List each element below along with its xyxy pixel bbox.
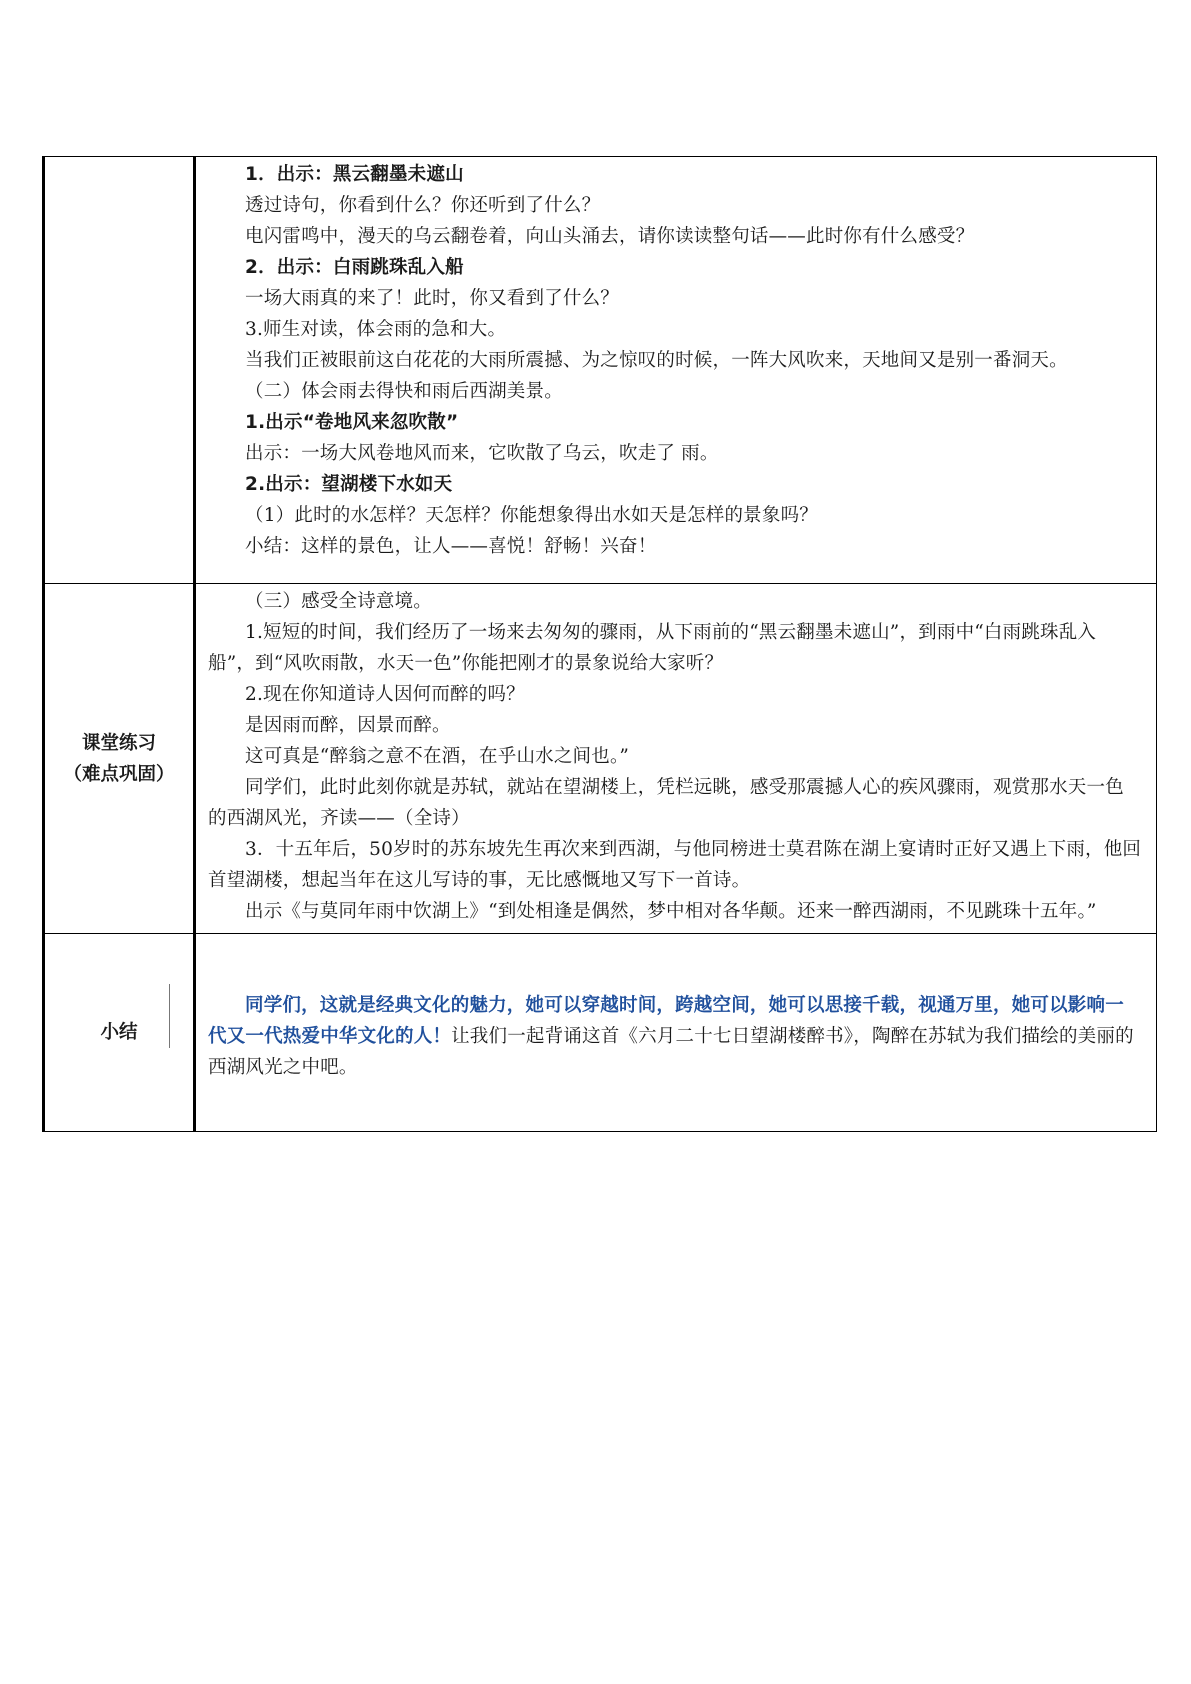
summary-paragraph bbox=[208, 990, 1142, 1083]
row2-line: 2.现在你知道诗人因何而醉的吗？ bbox=[245, 684, 525, 705]
row1-line: 1.出示“卷地风来忽吹散” bbox=[245, 412, 459, 433]
row1-line: 电闪雷鸣中，漫天的乌云翻卷着，向山头涌去，请你读读整句话——此时你有什么感受？ bbox=[245, 226, 975, 247]
row2-lines bbox=[208, 586, 1142, 927]
row2-label bbox=[45, 728, 193, 790]
table-row bbox=[44, 584, 1157, 934]
table-row bbox=[44, 157, 1157, 584]
row2-line: 这可真是“醉翁之意不在酒，在乎山水之间也。” bbox=[245, 746, 630, 767]
row3-label: 小结 bbox=[100, 1022, 138, 1043]
row1-label-cell bbox=[44, 157, 195, 584]
row1-content-cell bbox=[195, 157, 1157, 584]
row2-label-cell bbox=[44, 584, 195, 934]
row1-line: 一场大雨真的来了！此时，你又看到了什么？ bbox=[245, 288, 620, 309]
row3-label-cell bbox=[44, 934, 195, 1132]
row1-line: 2.出示：望湖楼下水如天 bbox=[245, 474, 453, 495]
row2-line: 3．十五年后，50岁时的苏东坡先生再次来到西湖，与他同榜进士莫君陈在湖上宴请时正好又遇上下雨，他回首望湖楼，想起当年在这儿写诗的事，无比感慨地又写下一首诗。 bbox=[208, 839, 1142, 891]
lesson-table bbox=[42, 156, 1157, 1132]
row1-line: 3.师生对读，体会雨的急和大。 bbox=[245, 319, 507, 340]
row1-line: （1）此时的水怎样？天怎样？你能想象得出水如天是怎样的景象吗？ bbox=[245, 505, 818, 526]
row1-line: 出示：一场大风卷地风而来，它吹散了乌云，吹走了 雨。 bbox=[245, 443, 719, 464]
row2-content-cell bbox=[195, 584, 1157, 934]
row2-line: 是因雨而醉，因景而醉。 bbox=[245, 715, 451, 736]
row2-label-line2: （难点巩固） bbox=[63, 763, 175, 785]
row2-line: 同学们，此时此刻你就是苏轼，就站在望湖楼上，凭栏远眺，感受那震撼人心的疾风骤雨，观赏那水天一色的西湖风光，齐读——（全诗） bbox=[208, 777, 1124, 829]
row1-lines bbox=[208, 159, 1142, 562]
row1-line: 1．出示：黑云翻墨未遮山 bbox=[245, 164, 464, 185]
row1-line: 当我们正被眼前这白花花的大雨所震撼、为之惊叹的时候，一阵大风吹来，天地间又是别一番洞天。 bbox=[245, 350, 1068, 371]
row1-line: 2．出示：白雨跳珠乱入船 bbox=[245, 257, 464, 278]
row2-line: 出示《与莫同年雨中饮湖上》“到处相逢是偶然，梦中相对各华颠。还来一醉西湖雨，不见跳珠十五年。” bbox=[245, 901, 1097, 922]
row2-line: 1.短短的时间，我们经历了一场来去匆匆的骤雨，从下雨前的“黑云翻墨未遮山”，到雨中“白雨跳珠乱入船”，到“风吹雨散，水天一色”你能把刚才的景象说给大家听？ bbox=[208, 622, 1097, 674]
row1-line: 透过诗句，你看到什么？你还听到了什么？ bbox=[245, 195, 601, 216]
summary-normal-text: 让我们一起背诵这首《六月二十七日望湖楼醉书》，陶醉在苏轼为我们描绘的美丽的西湖风光之中吧。 bbox=[208, 1026, 1134, 1078]
row1-line: 小结：这样的景色，让人——喜悦！舒畅！兴奋！ bbox=[245, 536, 657, 557]
table-row bbox=[44, 934, 1157, 1132]
row3-content-cell bbox=[195, 934, 1157, 1132]
row1-line: （二）体会雨去得快和雨后西湖美景。 bbox=[245, 381, 563, 402]
row2-label-line1: 课堂练习 bbox=[81, 732, 156, 754]
row2-line: （三）感受全诗意境。 bbox=[245, 591, 433, 612]
summary-blue-text: 同学们，这就是经典文化的魅力，她可以穿越时间，跨越空间，她可以思接千载，视通万里，她可以影响一代又一代热爱中华文化的人！ bbox=[208, 995, 1124, 1047]
label-divider-bar bbox=[169, 984, 170, 1048]
